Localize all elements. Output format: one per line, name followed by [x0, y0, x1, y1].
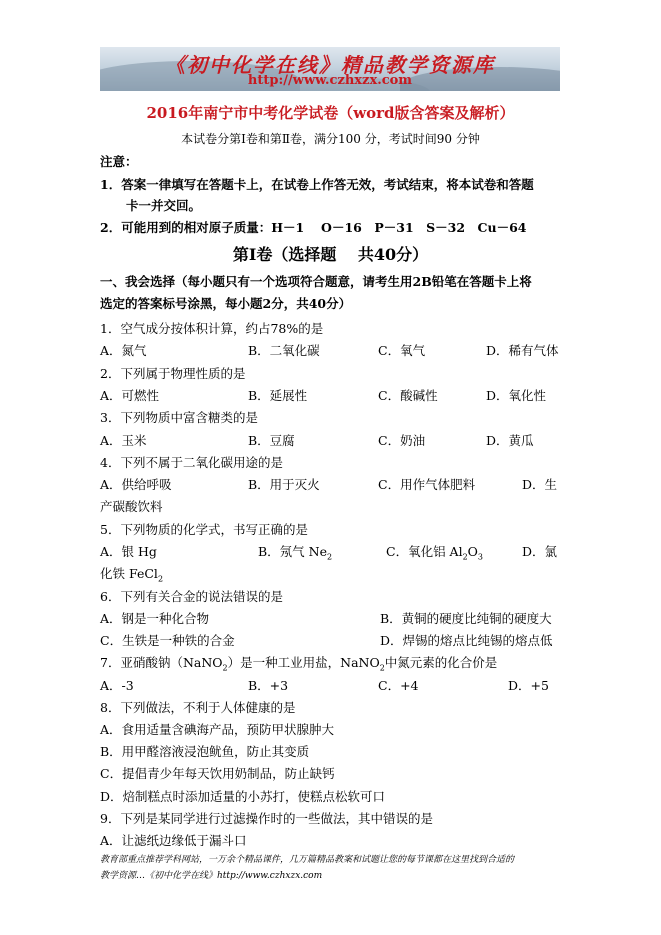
question-4-option-d: D．生	[522, 477, 558, 492]
section-instruction: 一、我会选择（每小题只有一个选项符合题意，请考生用2B铅笔在答题卡上将	[100, 274, 532, 289]
question-4-option-c: C．用作气体肥料	[378, 477, 476, 492]
document-subtitle: 本试卷分第Ⅰ卷和第Ⅱ卷，满分100 分，考试时间90 分钟	[181, 132, 480, 146]
question-2-option-a: A．可燃性	[100, 388, 160, 403]
question-8-option-a: A．食用适量含碘海产品，预防甲状腺肿大	[100, 722, 335, 737]
question-4-stem: 4．下列不属于二氧化碳用途的是	[100, 455, 283, 470]
banner-title: 《初中化学在线》精品教学资源库	[165, 53, 495, 77]
question-3-option-b: B．豆腐	[248, 433, 295, 448]
question-3-option-d: D．黄瓜	[486, 433, 534, 448]
question-1-option-c: C．氧气	[378, 343, 426, 358]
question-4-option-b: B．用于灭火	[248, 477, 320, 492]
question-7-option-b: B．+3	[248, 678, 289, 693]
question-5-option-d: D．氯	[522, 544, 558, 559]
question-9-stem: 9．下列是某同学进行过滤操作时的一些做法，其中错误的是	[100, 811, 433, 826]
question-2-option-b: B．延展性	[248, 388, 308, 403]
section-instruction-cont: 选定的答案标号涂黑，每小题2分，共40分）	[100, 296, 352, 311]
question-3-option-a: A．玉米	[100, 433, 147, 448]
question-8-stem: 8．下列做法，不利于人体健康的是	[100, 700, 296, 715]
notice-label: 注意：	[100, 154, 138, 169]
notice-item-1: 1．答案一律填写在答题卡上，在试卷上作答无效，考试结束，将本试卷和答题	[100, 177, 534, 192]
question-1-option-d: D．稀有气体	[486, 343, 559, 358]
question-5-stem: 5．下列物质的化学式，书写正确的是	[100, 522, 308, 537]
question-6-option-a: A．钢是一种化合物	[100, 611, 210, 626]
question-7-stem: 7．亚硝酸钠（NaNO$_2$）是一种工业用盐，NaNO$_2$中氮元素的化合价是	[100, 655, 498, 673]
question-7-option-a: A．-3	[100, 678, 134, 693]
question-7-option-d: D．+5	[508, 678, 549, 693]
question-5-option-d-cont: 化铁 FeCl$_2$	[100, 566, 164, 584]
question-2-option-d: D．氧化性	[486, 388, 547, 403]
question-6-option-b: B．黄铜的硬度比纯铜的硬度大	[380, 611, 552, 626]
question-6-stem: 6．下列有关合金的说法错误的是	[100, 589, 283, 604]
question-6-option-d: D．焊锡的熔点比纯锡的熔点低	[380, 633, 553, 648]
question-6-option-c: C．生铁是一种铁的合金	[100, 633, 235, 648]
header-banner	[100, 47, 560, 91]
question-4-option-d-cont: 产碳酸饮料	[100, 499, 163, 514]
banner-url[interactable]: http://www.czhxzx.com	[247, 73, 413, 88]
question-5-option-a: A．银 Hg	[100, 544, 157, 559]
question-3-stem: 3．下列物质中富含糖类的是	[100, 410, 258, 425]
footer-line-1: 教育部重点推荐学科网站，一万余个精品课件，几万篇精品教案和试题让您的每节课都在这里找到合适的	[100, 855, 515, 865]
question-8-option-b: B．用甲醛溶液浸泡鱿鱼，防止其变质	[100, 744, 310, 759]
section-title: 第Ⅰ卷（选择题 共40分）	[232, 245, 429, 264]
question-1-stem: 1．空气成分按体积计算，约占78%的是	[100, 321, 324, 336]
question-8-option-d: D．焙制糕点时添加适量的小苏打，使糕点松软可口	[100, 789, 386, 804]
question-2-option-c: C．酸碱性	[378, 388, 438, 403]
question-2-stem: 2．下列属于物理性质的是	[100, 366, 246, 381]
question-7-option-c: C．+4	[378, 678, 419, 693]
question-9-option-a: A．让滤纸边缘低于漏斗口	[100, 833, 247, 848]
question-1-option-b: B．二氧化碳	[248, 343, 320, 358]
question-5-option-c: C．氧化铝 $Al_2O_3$	[386, 544, 484, 562]
question-3-option-c: C．奶油	[378, 433, 426, 448]
footer-line-2[interactable]: 教学资源…《初中化学在线》http://www.czhxzx.com	[100, 871, 323, 881]
question-8-option-c: C．提倡青少年每天饮用奶制品，防止缺钙	[100, 766, 335, 781]
question-4-option-a: A．供给呼吸	[100, 477, 172, 492]
notice-item-2: 2．可能用到的相对原子质量：H－1 O－16 P－31 S－32 Cu－64	[100, 220, 527, 235]
document-title: 2016年南宁市中考化学试卷（word版含答案及解析）	[146, 104, 515, 122]
question-1-option-a: A．氮气	[100, 343, 147, 358]
notice-item-1-cont: 卡一并交回。	[126, 198, 202, 213]
question-5-option-b: B．氖气 $Ne_2$	[258, 544, 333, 562]
